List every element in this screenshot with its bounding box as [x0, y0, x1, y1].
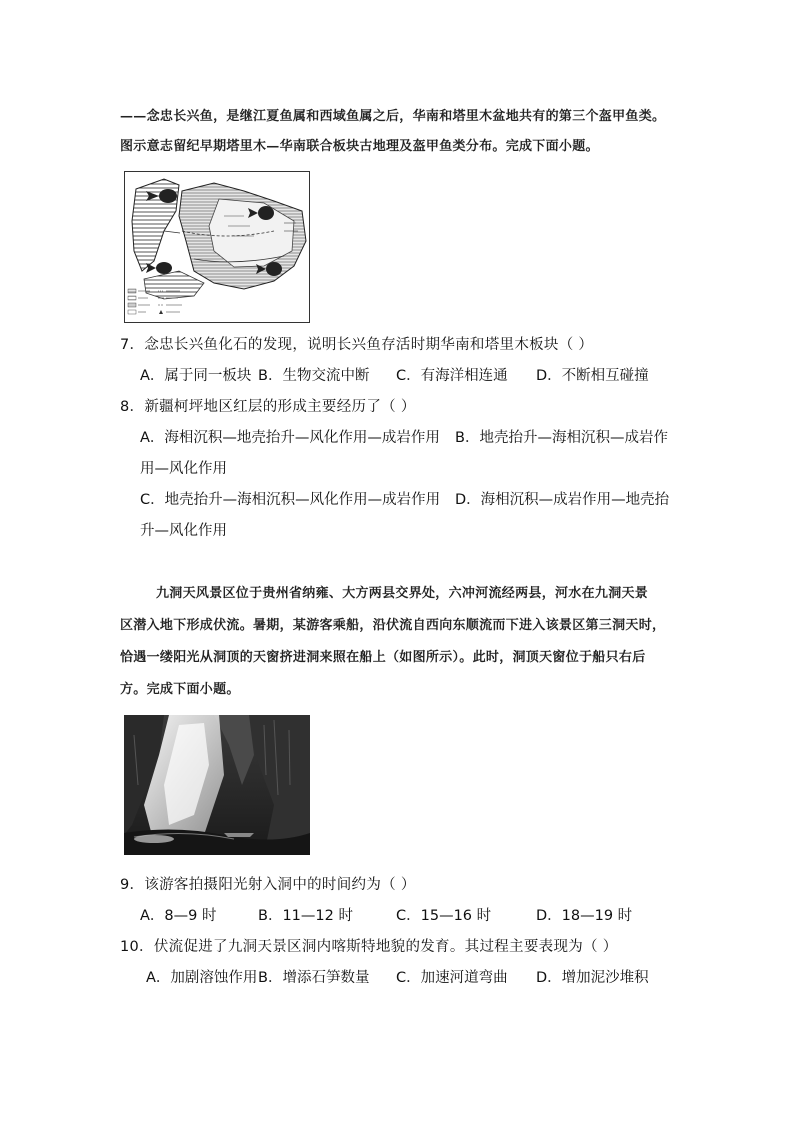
q7-option-c[interactable]: C．有海洋相连通 [396, 368, 508, 384]
q10-stem: 10．伏流促进了九洞天景区洞内喀斯特地貌的发育。其过程主要表现为（ ） [120, 939, 618, 955]
q8-option-b-cont: 用—风化作用 [140, 461, 227, 477]
q10-option-c[interactable]: C．加速河道弯曲 [396, 970, 508, 986]
q8-option-b[interactable]: B．地壳抬升—海相沉积—成岩作 [455, 430, 668, 446]
q9-option-d[interactable]: D．18—19 时 [536, 908, 633, 924]
q9-option-b[interactable]: B．11—12 时 [258, 908, 353, 924]
passage1-line2: 图示意志留纪早期塔里木—华南联合板块古地理及盔甲鱼类分布。完成下面小题。 [120, 139, 599, 154]
q7-option-d[interactable]: D．不断相互碰撞 [536, 368, 649, 384]
q8-option-d-cont: 升—风化作用 [140, 523, 227, 539]
passage1-line1: ——念忠长兴鱼，是继江夏鱼属和西域鱼属之后，华南和塔里木盆地共有的第三个盔甲鱼类。 [120, 109, 666, 124]
cave-photo [124, 715, 310, 855]
q8-option-c[interactable]: C．地壳抬升—海相沉积—风化作用—成岩作用 [140, 492, 441, 508]
q8-option-d[interactable]: D．海相沉积—成岩作用—地壳抬 [455, 492, 670, 508]
q10-option-b[interactable]: B．增添石笋数量 [258, 970, 370, 986]
q8-option-a[interactable]: A．海相沉积—地壳抬升—风化作用—成岩作用 [140, 430, 440, 446]
q7-stem: 7．念忠长兴鱼化石的发现，说明长兴鱼存活时期华南和塔里木板块（ ） [120, 337, 594, 353]
passage2-line3: 恰遇一缕阳光从洞顶的天窗挤进洞来照在船上（如图所示）。此时，洞顶天窗位于船只右后 [120, 650, 646, 665]
q9-stem: 9．该游客拍摄阳光射入洞中的时间约为（ ） [120, 877, 416, 893]
q10-option-a[interactable]: A．加剧溶蚀作用 [146, 970, 258, 986]
q7-option-b[interactable]: B．生物交流中断 [258, 368, 370, 384]
q9-option-c[interactable]: C．15—16 时 [396, 908, 492, 924]
passage2-line1: 九洞天风景区位于贵州省纳雍、大方两县交界处，六冲河流经两县，河水在九洞天景 [156, 586, 649, 601]
q8-stem: 8．新疆柯坪地区红层的形成主要经历了（ ） [120, 399, 416, 415]
q7-option-a[interactable]: A．属于同一板块 [140, 368, 252, 384]
q10-option-d[interactable]: D．增加泥沙堆积 [536, 970, 649, 986]
passage2-line4: 方。完成下面小题。 [120, 682, 240, 697]
paleogeography-map-figure [124, 171, 310, 323]
q9-option-a[interactable]: A．8—9 时 [140, 908, 217, 924]
passage2-line2: 区潜入地下形成伏流。暑期，某游客乘船，沿伏流自西向东顺流而下进入该景区第三洞天时， [120, 618, 666, 633]
